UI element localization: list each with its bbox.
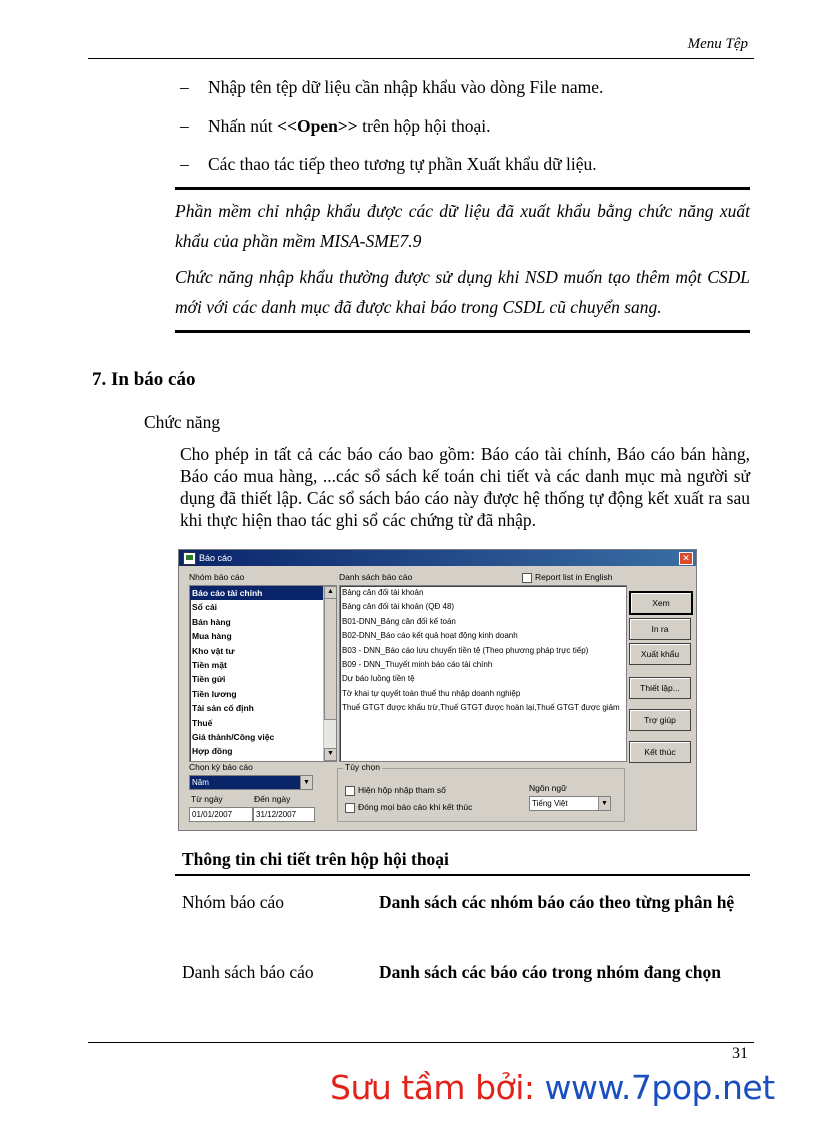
detail-term: Danh sách báo cáo <box>182 962 314 982</box>
setup-button[interactable]: Thiết lập... <box>629 677 691 699</box>
to-date-label: Đến ngày <box>254 794 291 804</box>
page-number: 31 <box>732 1045 748 1062</box>
scroll-thumb[interactable] <box>324 598 337 720</box>
group-listbox[interactable] <box>189 585 337 762</box>
report-list-item[interactable]: Tờ khai tự quyết toán thuế thu nhập doanh nghiệp <box>342 688 521 698</box>
group-list-item[interactable]: Hợp đồng <box>192 746 233 757</box>
options-groupbox <box>337 768 625 822</box>
footer-rule <box>88 1042 754 1043</box>
close-button[interactable]: Kết thúc <box>629 741 691 763</box>
report-list-item[interactable]: Bảng cân đối tài khoản (QĐ 48) <box>342 602 455 612</box>
header-rule <box>88 58 754 59</box>
watermark <box>330 1068 775 1107</box>
bullet-item <box>180 116 490 137</box>
report-english-checkbox[interactable] <box>522 573 532 583</box>
close-all-label: Đóng mọi báo cáo khi kết thúc <box>358 802 473 812</box>
bullet-text-bold: <<Open>> <box>277 116 358 136</box>
details-title: Thông tin chi tiết trên hộp hội thoại <box>182 849 449 869</box>
bullet-text: Các thao tác tiếp theo tương tự phần Xuất khẩu dữ liệu. <box>208 154 597 174</box>
show-params-label: Hiện hộp nhập tham số <box>358 785 446 795</box>
report-list-item[interactable]: Thuế GTGT được khấu trừ,Thuế GTGT được hoàn lại,Thuế GTGT được giảm <box>342 703 620 713</box>
group-list-item[interactable]: Báo cáo tài chính <box>190 586 336 600</box>
section-title: 7. In báo cáo <box>92 369 196 390</box>
group-list-item[interactable]: Mua hàng <box>192 631 232 642</box>
language-select[interactable] <box>529 796 611 811</box>
group-scrollbar[interactable] <box>323 586 336 761</box>
note-box <box>175 187 750 333</box>
to-date-input[interactable]: 31/12/2007 <box>253 807 315 822</box>
group-list-item[interactable]: Thuế <box>192 717 213 728</box>
dialog-titlebar[interactable] <box>179 550 696 566</box>
help-button[interactable]: Trợ giúp <box>629 709 691 731</box>
chevron-down-icon[interactable]: ▼ <box>300 776 312 789</box>
bullet-text-post: trên hộp hội thoại. <box>357 116 491 136</box>
report-list-item[interactable]: B03 - DNN_Báo cáo lưu chuyển tiền tệ (Theo phương pháp trực tiếp) <box>342 645 589 655</box>
export-button[interactable]: Xuất khẩu <box>629 643 691 665</box>
watermark-url[interactable]: www.7pop.net <box>544 1068 775 1107</box>
group-list-item[interactable]: Kho vật tư <box>192 645 235 656</box>
details-rule <box>175 874 750 876</box>
report-list-item[interactable]: Dự báo luồng tiền tệ <box>342 674 415 684</box>
bullet-dash: – <box>180 77 189 97</box>
period-label: Chọn kỳ báo cáo <box>189 762 253 772</box>
bullet-text-pre: Nhấn nút <box>208 116 278 136</box>
print-button[interactable]: In ra <box>629 618 691 640</box>
chevron-down-icon[interactable]: ▼ <box>598 797 610 810</box>
detail-definition: Danh sách các báo cáo trong nhóm đang chọn <box>379 962 721 982</box>
scroll-up-icon[interactable]: ▲ <box>324 586 337 599</box>
detail-term: Nhóm báo cáo <box>182 892 285 912</box>
page-header-title: Menu Tệp <box>687 36 748 52</box>
group-list-item[interactable]: Tiền gửi <box>192 674 226 685</box>
note-paragraph: Chức năng nhập khẩu thường được sử dụng khi NSD muốn tạo thêm một CSDL mới với các danh mục đã được khai báo trong CSDL cũ chuyển sang. <box>175 267 750 317</box>
scroll-down-icon[interactable]: ▼ <box>324 748 337 761</box>
section-paragraph: Cho phép in tất cả các báo cáo bao gồm: Báo cáo tài chính, Báo cáo bán hàng, Báo cáo mua hàng, ...các sổ sách kế toán chi tiết và các danh mục mà người sử dụng đã thiết lập. Các sổ sách báo cáo này được hệ thống tự động kết xuất ra sau khi thực hiện thao tác ghi sổ các chứng từ đã nhập. <box>180 444 750 530</box>
report-listbox[interactable] <box>339 585 627 762</box>
from-date-label: Từ ngày <box>191 794 223 804</box>
section-subheading: Chức năng <box>144 412 221 432</box>
report-list-label: Danh sách báo cáo <box>339 572 413 582</box>
bullet-dash: – <box>180 116 189 136</box>
report-list-item[interactable]: B02-DNN_Báo cáo kết quả hoạt động kinh doanh <box>342 631 518 641</box>
detail-definition: Danh sách các nhóm báo cáo theo từng phân hệ <box>379 892 735 912</box>
app-icon <box>183 552 196 565</box>
report-list-item[interactable]: B09 - DNN_Thuyết minh báo cáo tài chính <box>342 659 493 669</box>
from-date-input[interactable]: 01/01/2007 <box>189 807 253 822</box>
bullet-item <box>180 77 603 98</box>
bullet-item <box>180 154 597 175</box>
close-icon[interactable]: ✕ <box>679 552 693 565</box>
report-dialog <box>178 549 697 831</box>
group-list-item[interactable]: Bán hàng <box>192 616 231 627</box>
group-list-label: Nhóm báo cáo <box>189 572 245 582</box>
group-list-item[interactable]: Sổ cái <box>192 602 218 613</box>
close-all-checkbox[interactable] <box>345 803 355 813</box>
group-list-item[interactable]: Tiền lương <box>192 688 237 699</box>
note-paragraph: Phần mềm chỉ nhập khẩu được các dữ liệu đã xuất khẩu bằng chức năng xuất khẩu của phần mềm MISA-SME7.9 <box>175 201 750 251</box>
period-select[interactable] <box>189 775 313 790</box>
watermark-prefix: Sưu tầm bởi: <box>330 1068 545 1107</box>
language-label: Ngôn ngữ <box>529 783 567 793</box>
dialog-title: Báo cáo <box>199 553 233 563</box>
group-list-item[interactable]: Giá thành/Công việc <box>192 731 275 742</box>
language-value: Tiếng Việt <box>532 799 568 808</box>
view-button[interactable]: Xem <box>629 591 693 615</box>
report-english-label: Report list in English <box>535 572 613 582</box>
bullet-dash: – <box>180 154 189 174</box>
report-list-item[interactable]: Bảng cân đối tài khoản <box>342 588 424 597</box>
show-params-checkbox[interactable] <box>345 786 355 796</box>
period-value: Năm <box>192 778 209 787</box>
report-list-item[interactable]: B01-DNN_Bảng cân đối kế toán <box>342 616 456 626</box>
options-label: Tùy chọn <box>345 762 380 772</box>
group-list-item[interactable]: Tiền mặt <box>192 659 227 670</box>
bullet-text: Nhập tên tệp dữ liệu cần nhập khẩu vào dòng File name. <box>208 77 604 97</box>
group-list-item[interactable]: Tài sản cố định <box>192 703 254 714</box>
